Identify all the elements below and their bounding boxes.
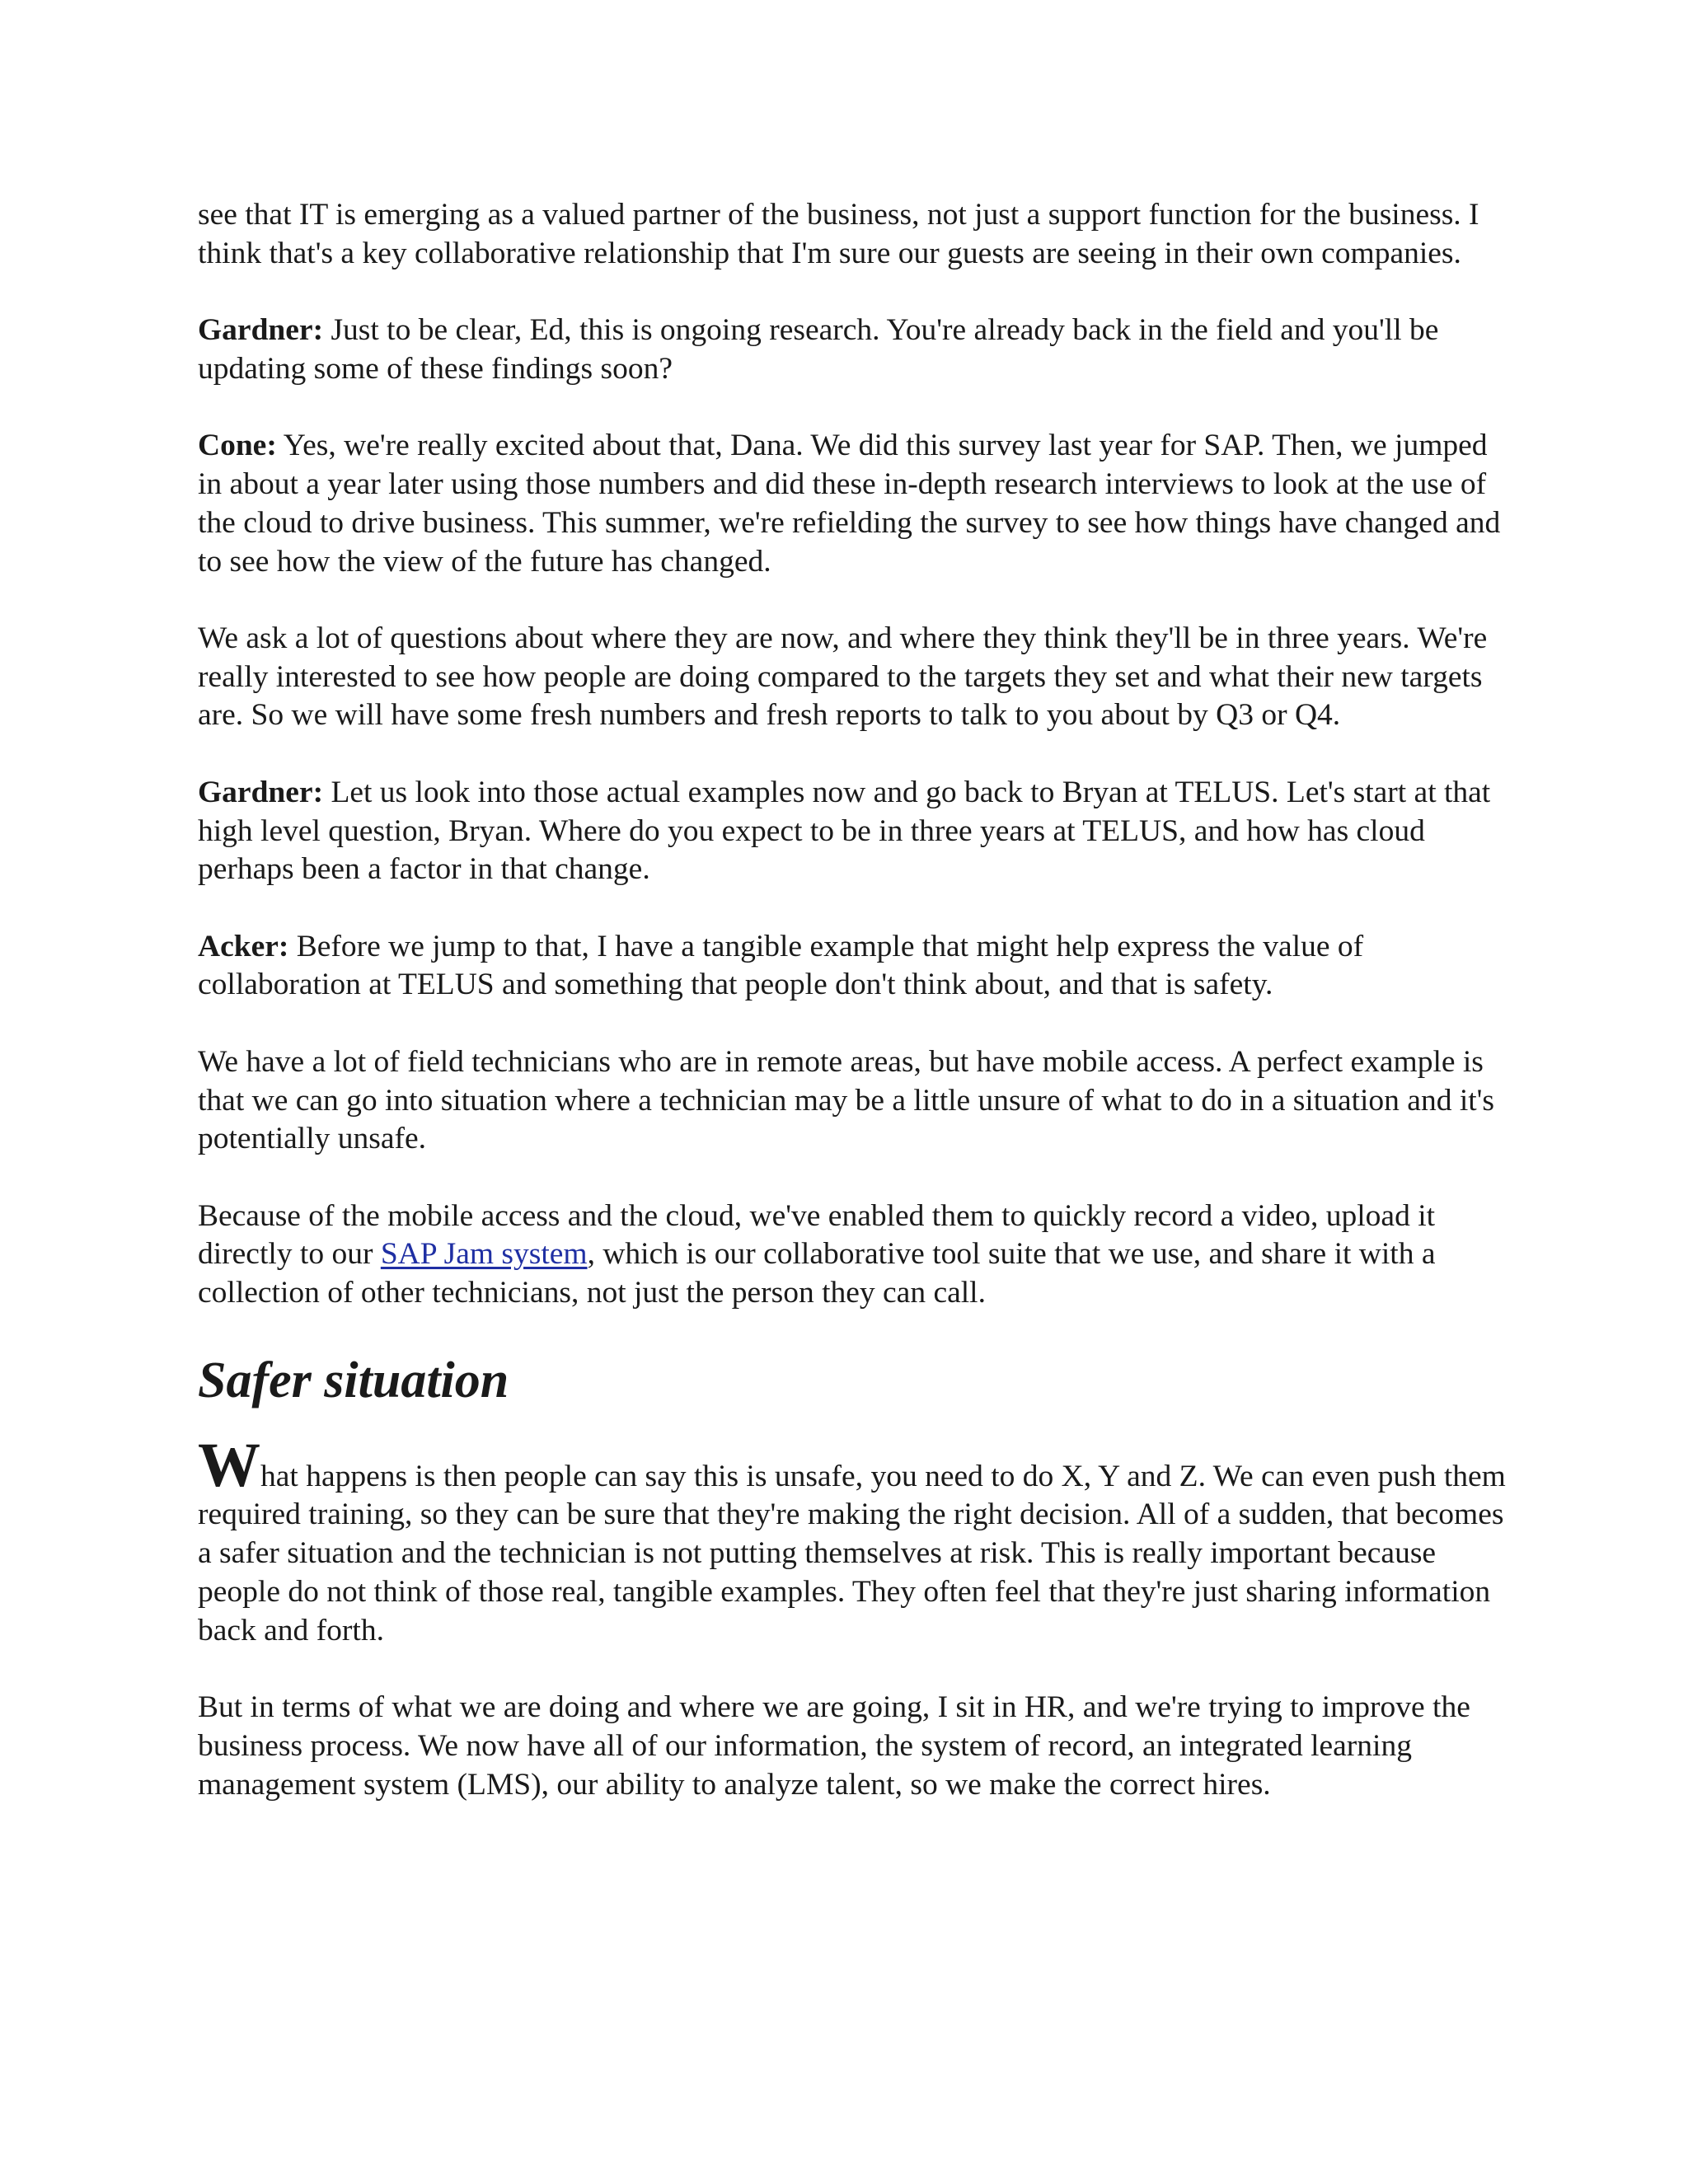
paragraph-mobile-access <box>198 1197 1517 1313</box>
paragraph-text-after-link: , which is our collaborative tool suite that we use, and share it with a collection of other technicians, not just the person they can call. <box>198 1237 1436 1310</box>
paragraph-cone-answer <box>198 427 1517 581</box>
paragraph-text: hat happens is then people can say this is unsafe, you need to do X, Y and Z. We can even push them required training, so they can be sure that they're making the right decision. All of a sudden, that becomes a safer situation and the technician is not putting themselves at risk. This is really important because people do not think of those real, tangible examples. They often feel that they're just sharing information back and forth. <box>198 1459 1506 1647</box>
paragraph-safer-situation <box>198 1430 1517 1651</box>
paragraph-text: Let us look into those actual examples now and go back to Bryan at TELUS. Let's start at that high level question, Bryan. Where do you expect to be in three years at TELUS, and how has cloud perhaps been a factor in that change. <box>198 775 1491 887</box>
paragraph-text: But in terms of what we are doing and where we are going, I sit in HR, and we're trying to improve the business process. We now have all of our information, the system of record, an integrated learning management system (LMS), our ability to analyze talent, so we make the correct hires. <box>198 1690 1470 1802</box>
paragraph-text: Before we jump to that, I have a tangible example that might help express the value of collaboration at TELUS and something that people don't think about, and that is safety. <box>198 929 1364 1002</box>
paragraph-text: We ask a lot of questions about where they are now, and where they think they'll be in three years. We're really interested to see how people are doing compared to the targets they set and what their new targets are. So we will have some fresh numbers and fresh reports to talk to you about by Q3 or Q4. <box>198 621 1488 733</box>
paragraph-text: Just to be clear, Ed, this is ongoing research. You're already back in the field and you'll be updating some of these findings soon? <box>198 313 1439 386</box>
paragraph-text: see that IT is emerging as a valued partner of the business, not just a support function for the business. I think that's a key collaborative relationship that I'm sure our guests are seeing in their own companies. <box>198 198 1479 270</box>
paragraph-acker-answer <box>198 928 1517 1005</box>
paragraph-hr-business-process <box>198 1689 1517 1804</box>
speaker-label: Acker: <box>198 929 289 963</box>
section-heading: Safer situation <box>198 1352 509 1408</box>
drop-cap-letter: W <box>198 1430 260 1500</box>
document-page <box>198 196 1517 1843</box>
paragraph-gardner-question-1 <box>198 312 1517 389</box>
paragraph-text-before-link: Because of the mobile access and the cloud, we've enabled them to quickly record a video, upload it directly to our <box>198 1198 1436 1272</box>
paragraph-cone-continued <box>198 620 1517 735</box>
speaker-label: Gardner: <box>198 775 324 809</box>
paragraph-gardner-question-2 <box>198 774 1517 889</box>
speaker-label: Cone: <box>198 429 277 463</box>
speaker-label: Gardner: <box>198 313 324 348</box>
sap-jam-system-link[interactable]: SAP Jam system <box>380 1237 588 1272</box>
paragraph-intro-continuation <box>198 196 1517 274</box>
paragraph-text: Yes, we're really excited about that, Dana. We did this survey last year for SAP. Then, we jumped in about a year later using those numbers and did these in-depth research interviews to look at the use of the cloud to drive business. This summer, we're refielding the survey to see how things have changed and to see how the view of the future has changed. <box>198 429 1501 579</box>
paragraph-text: We have a lot of field technicians who are in remote areas, but have mobile access. A perfect example is that we can go into situation where a technician may be a little unsure of what to do in a situation and it's potentially unsafe. <box>198 1044 1495 1156</box>
paragraph-field-technicians <box>198 1043 1517 1159</box>
